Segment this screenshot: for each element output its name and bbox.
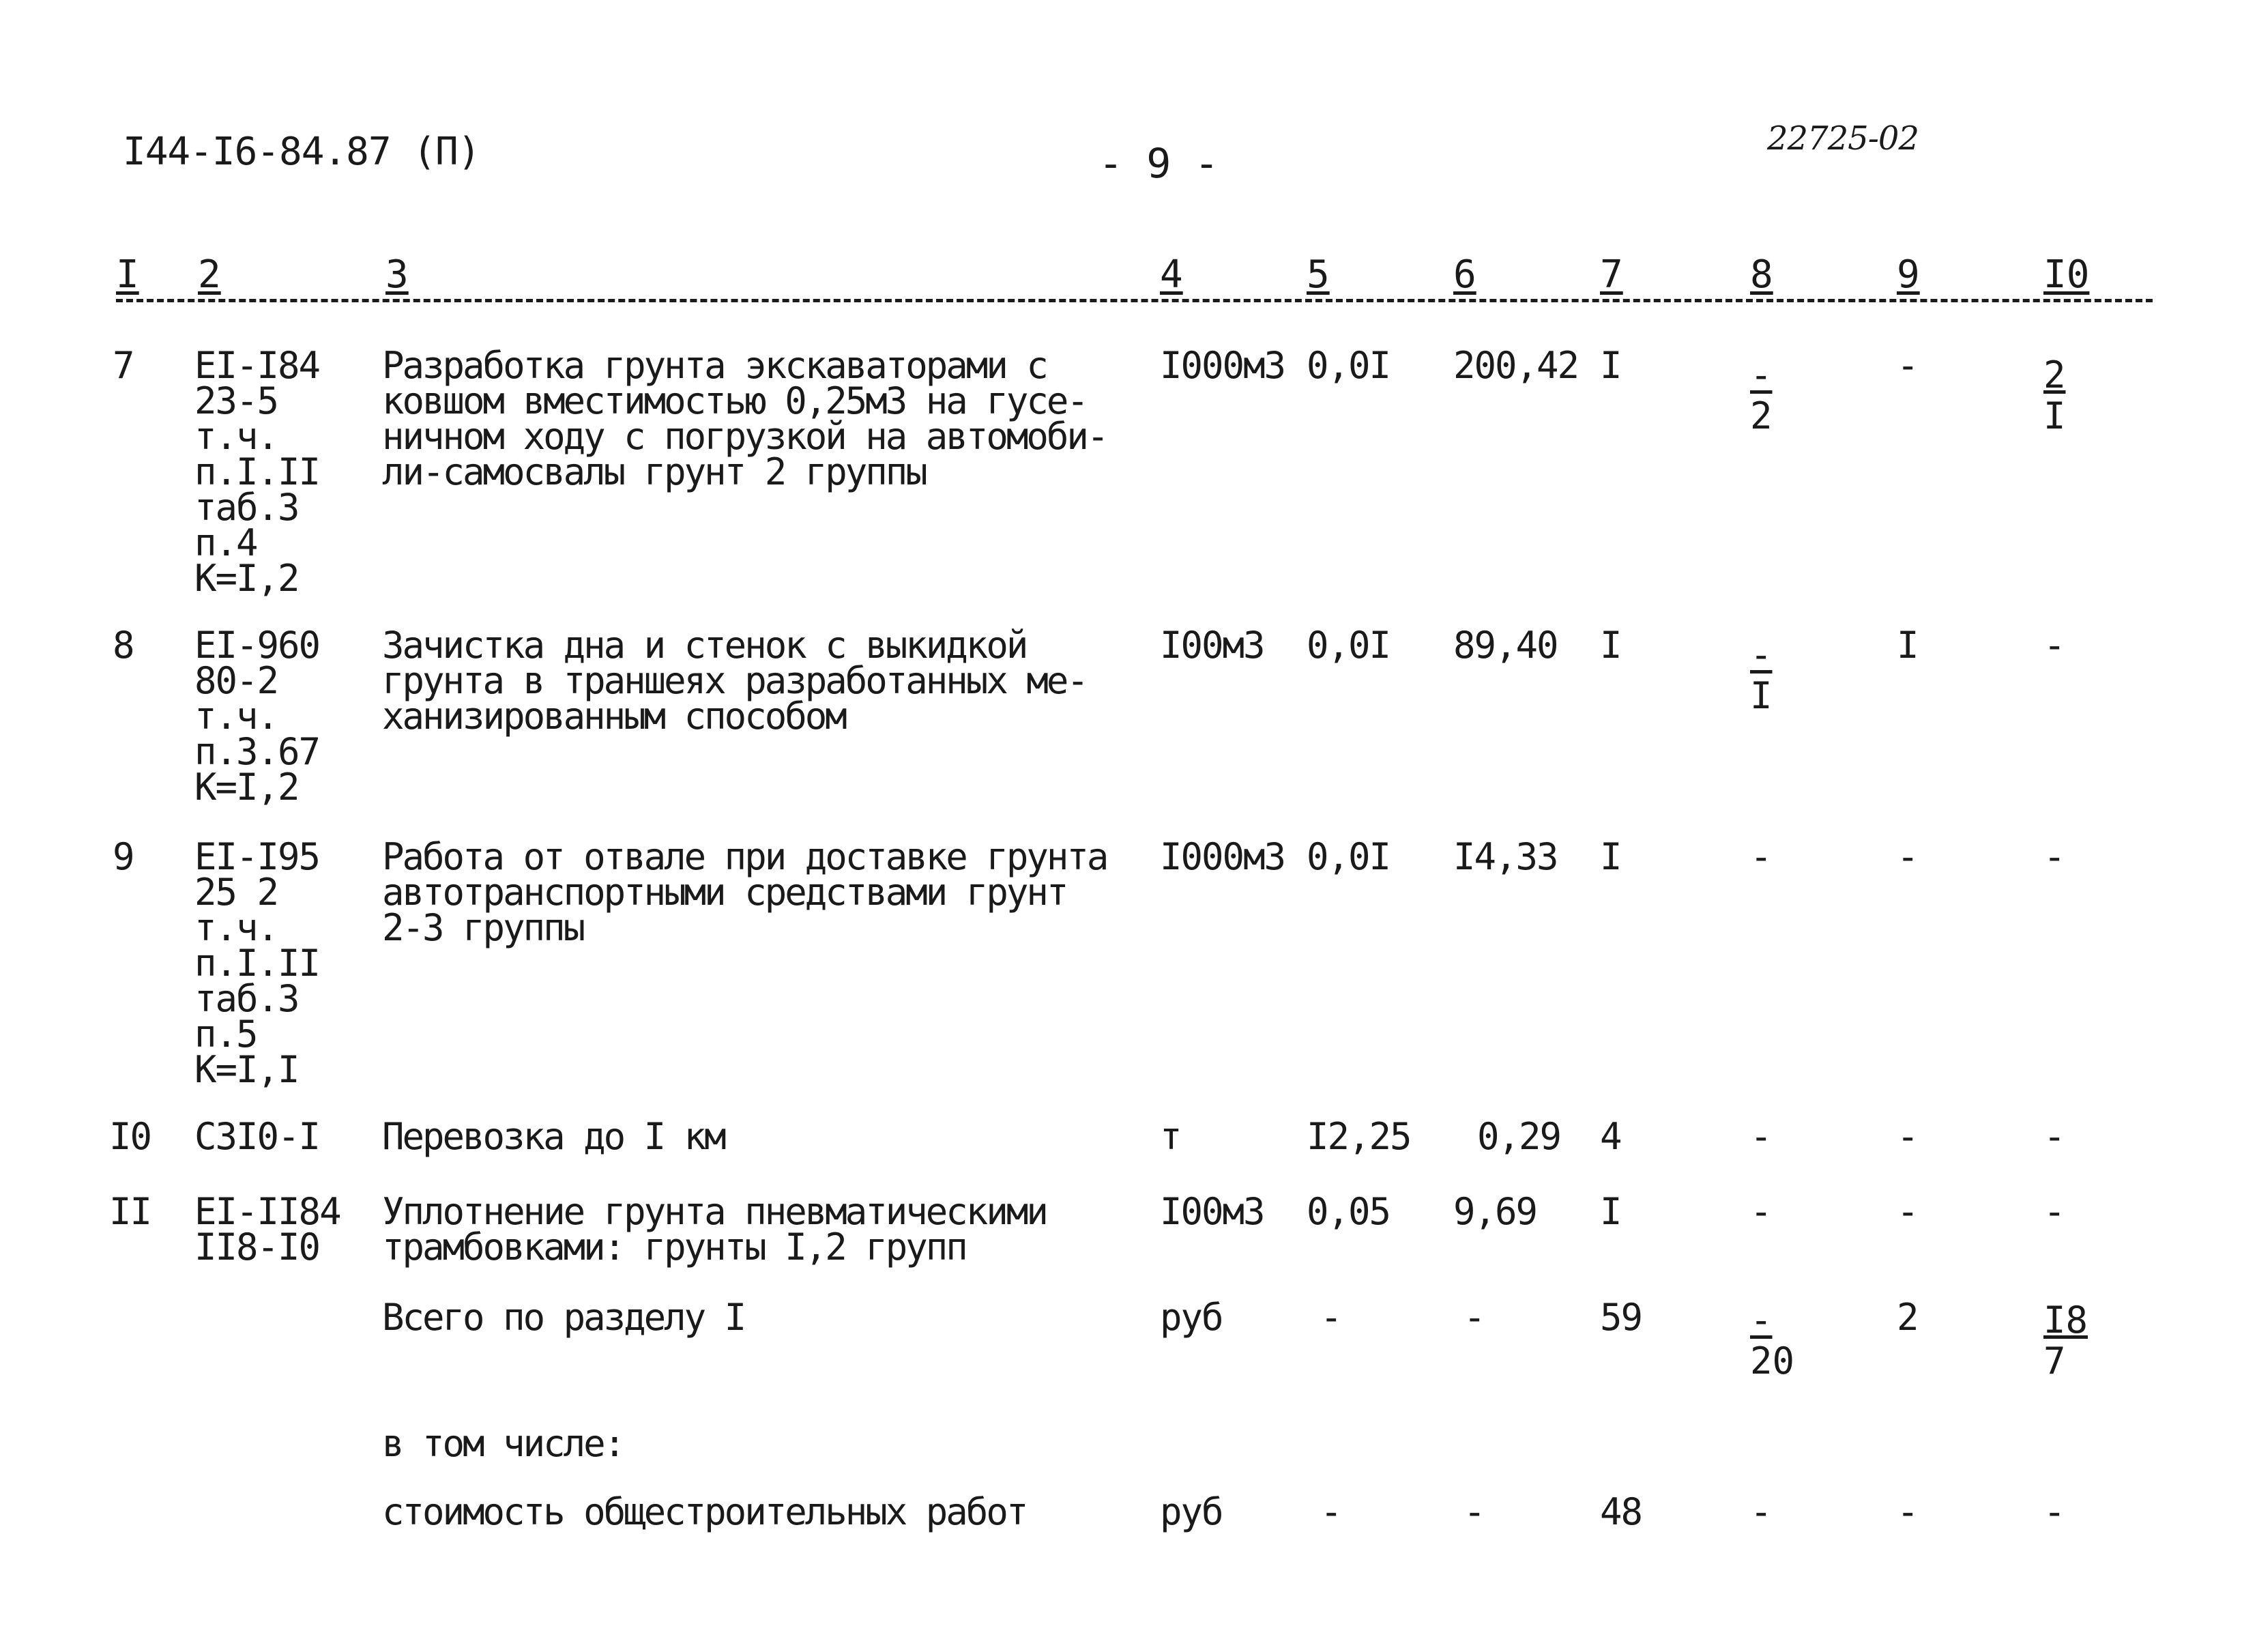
column-9-value: - [1897,344,1918,387]
column-9-value: - [1897,1115,1918,1158]
column-10-value: - [2043,1115,2065,1158]
fraction-numerator: 2 [2043,353,2066,396]
quantity: 0,0I [1307,624,1390,667]
column-10-value: - [2043,1190,2065,1233]
column-8-fraction [1750,635,1773,716]
fraction-denominator: I [2043,394,2066,437]
column-header-7: 7 [1600,252,1623,297]
row-number: II [109,1190,151,1233]
unit: I000м3 [1160,835,1285,878]
fraction-denominator: I [1750,674,1773,717]
row-number: 8 [113,624,134,667]
unit-price: - [1464,1490,1485,1533]
fraction-numerator: I8 [2043,1299,2088,1342]
totals-label: Всего по разделу I [382,1296,745,1339]
quantity: - [1320,1490,1341,1533]
unit: I00м3 [1160,624,1264,667]
column-8-value: - [1750,835,1771,878]
fraction-denominator: 2 [1750,394,1773,437]
fraction-denominator: 7 [2043,1339,2066,1382]
column-7-value: I [1600,1190,1621,1233]
unit: I000м3 [1160,344,1285,387]
column-header-6: 6 [1453,252,1476,297]
unit: руб [1160,1296,1223,1339]
quantity: - [1320,1296,1341,1339]
work-description: Перевозка до I км [382,1115,725,1158]
archive-stamp: 22725-02 [1767,119,1919,158]
unit-price: 200,42 [1453,344,1579,387]
column-header-divider [116,299,2153,302]
unit-price: - [1464,1296,1485,1339]
column-9-value: I [1897,624,1918,667]
unit: I00м3 [1160,1190,1264,1233]
fraction-denominator: 20 [1750,1339,1795,1382]
unit: руб [1160,1490,1223,1533]
column-10-value: - [2043,1490,2065,1533]
including-label: в том числе: [382,1422,624,1465]
norm-code: СЗI0-I [194,1115,320,1158]
column-7-value: 59 [1600,1296,1642,1339]
column-10-fraction [2043,1300,2088,1382]
column-8-value: - [1750,1115,1771,1158]
quantity: 0,05 [1307,1190,1390,1233]
fraction-numerator: - [1750,633,1773,676]
column-7-value: 4 [1600,1115,1621,1158]
column-8-fraction [1750,1300,1794,1382]
unit-price: 0,29 [1477,1115,1561,1158]
column-header-9: 9 [1897,252,1920,297]
work-description: Разработка грунта экскаваторами с ковшом вместимостью 0,25м3 на гусе- ничном ходу с погрузкой на автомоби- ли-самосвалы грунт 2 группы [382,344,1107,493]
page-number: - 9 - [1098,140,1219,188]
column-9-value: - [1897,835,1918,878]
column-9-value: - [1897,1190,1918,1233]
unit-price: 89,40 [1453,624,1558,667]
work-description: Зачистка дна и стенок с выкидкой грунта в траншеях разработанных ме- ханизированным способом [382,624,1087,738]
quantity: 0,0I [1307,344,1390,387]
norm-code: EI-I84 23-5 т.ч. п.I.II таб.3 п.4 К=I,2 [194,344,320,600]
row-number: I0 [109,1115,151,1158]
quantity: I2,25 [1307,1115,1411,1158]
norm-code: EI-I95 25 2 т.ч. п.I.II таб.3 п.5 К=I,I [194,835,320,1091]
work-description: Уплотнение грунта пневматическими трамбовками: грунты I,2 групп [382,1190,1047,1269]
column-header-8: 8 [1750,252,1773,297]
subtotal-label: стоимость общестроительных работ [382,1490,1027,1533]
column-10-value: - [2043,835,2065,878]
column-9-value: - [1897,1490,1918,1533]
column-10-value: - [2043,624,2065,667]
document-code: I44-I6-84.87 (П) [123,130,480,174]
column-7-value: I [1600,835,1621,878]
column-8-value: - [1750,1490,1771,1533]
column-7-value: I [1600,344,1621,387]
column-header-10: I0 [2043,252,2090,297]
column-header-4: 4 [1160,252,1183,297]
unit-price: I4,33 [1453,835,1558,878]
column-10-fraction [2043,355,2066,437]
column-header-1: I [116,252,139,297]
fraction-numerator: - [1750,1299,1773,1342]
row-number: 9 [113,835,134,878]
quantity: 0,0I [1307,835,1390,878]
norm-code: EI-960 80-2 т.ч. п.3.67 К=I,2 [194,624,320,809]
column-header-3: 3 [385,252,409,297]
column-8-fraction [1750,355,1773,437]
work-description: Работа от отвале при доставке грунта автотранспортными средствами грунт 2-3 группы [382,835,1107,949]
column-header-2: 2 [198,252,221,297]
fraction-numerator: - [1750,353,1773,396]
unit-price: 9,69 [1453,1190,1537,1233]
column-7-value: 48 [1600,1490,1642,1533]
column-7-value: I [1600,624,1621,667]
column-8-value: - [1750,1190,1771,1233]
column-9-value: 2 [1897,1296,1918,1339]
column-header-5: 5 [1307,252,1330,297]
norm-code: EI-II84 II8-I0 [194,1190,340,1269]
unit: т [1160,1115,1181,1158]
row-number: 7 [113,344,134,387]
